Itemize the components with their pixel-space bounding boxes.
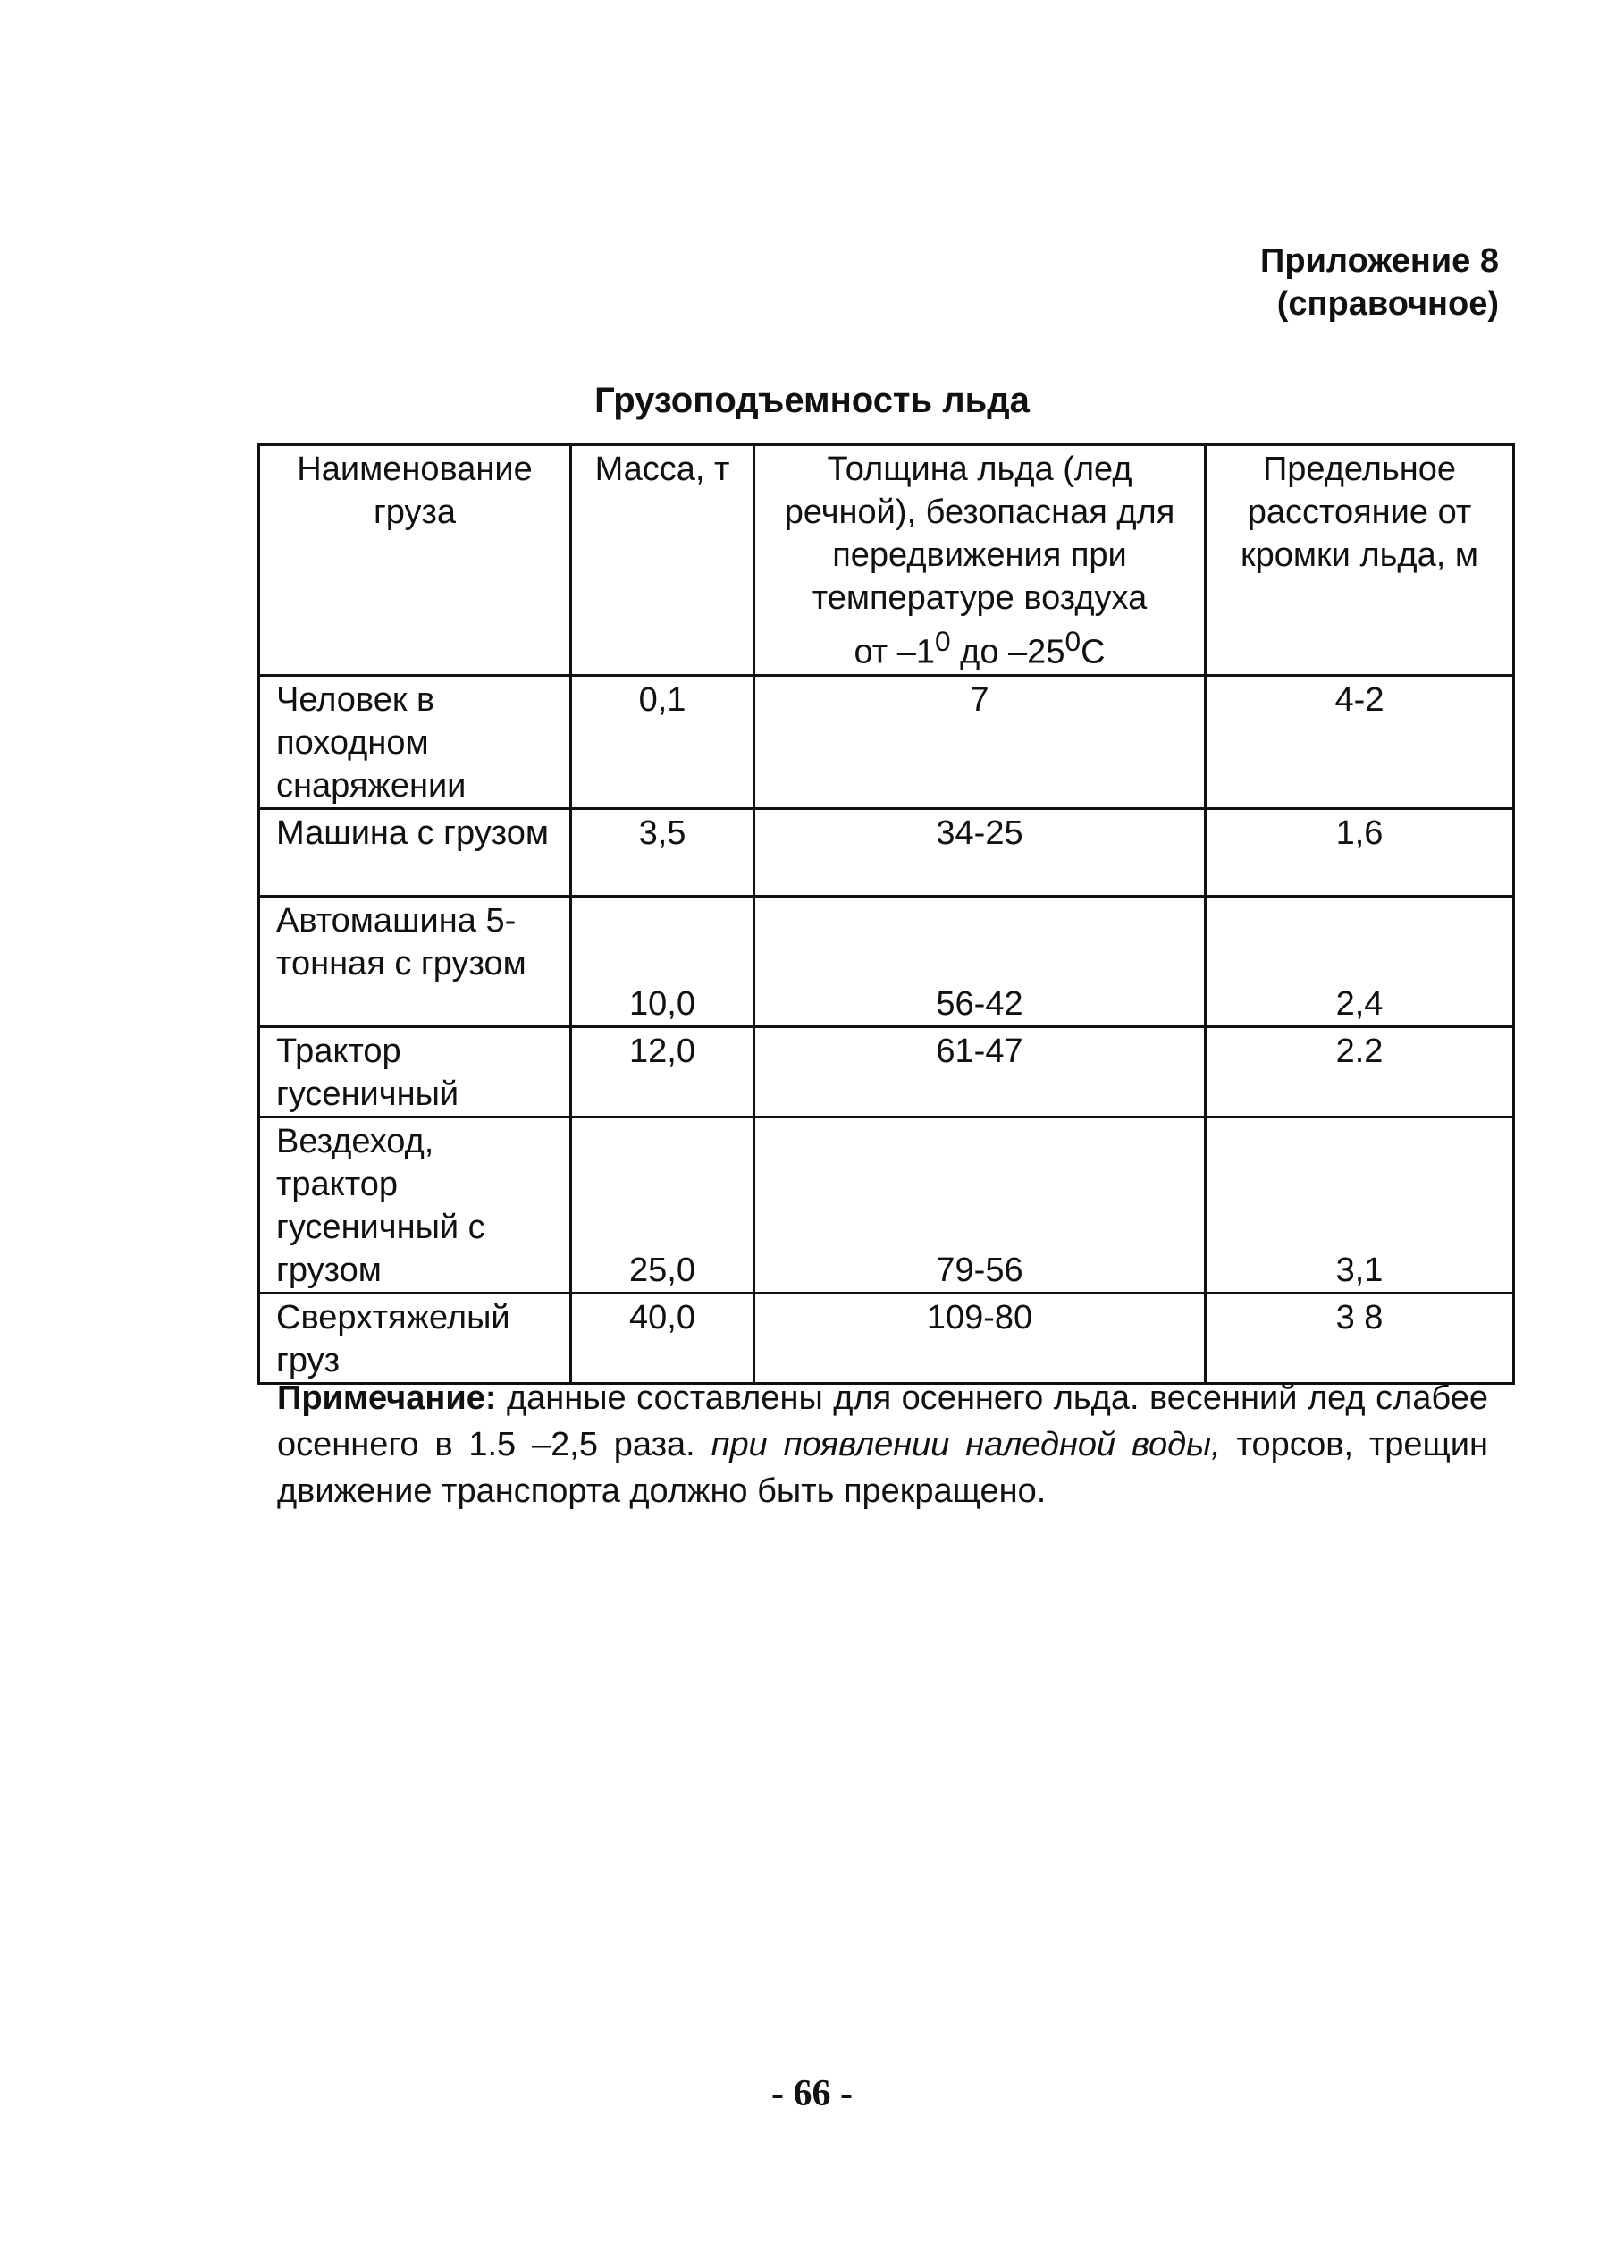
header-name: Наименование груза: [259, 445, 571, 676]
cell-name: Человек в походном снаряжении: [259, 675, 571, 808]
note-text-italic: при появлении наледной воды,: [711, 1426, 1221, 1463]
appendix-number: Приложение 8: [1260, 242, 1499, 280]
cell-thickness: 7: [754, 675, 1206, 808]
ice-capacity-table: [257, 443, 1515, 1385]
cell-mass: 0,1: [571, 675, 754, 808]
header-mass: Масса, т: [571, 445, 754, 676]
cell-mass: 40,0: [571, 1293, 754, 1383]
cell-mass: 3,5: [571, 808, 754, 896]
appendix-type: (справочное): [1276, 285, 1499, 323]
header-distance: Предельное расстояние от кромки льда, м: [1206, 445, 1514, 676]
cell-name: Машина с грузом: [259, 808, 571, 896]
cell-name: Автомашина 5-тонная с грузом: [259, 896, 571, 1026]
note-label: Примечание:: [277, 1379, 497, 1417]
header-thickness-text: Толщина льда (лед речной), безопасная для передвижения при температуре воздуха: [784, 451, 1175, 617]
cell-distance: 4-2: [1206, 675, 1514, 808]
cell-name: Вездеход, трактор гусеничный с грузом: [259, 1117, 571, 1293]
cell-mass: 25,0: [571, 1117, 754, 1293]
cell-thickness: 79-56: [754, 1117, 1206, 1293]
appendix-label: [1260, 240, 1499, 325]
note-text: данные составлены для осеннего льда. весенний лед слабее осеннего в 1.5 –2,5 раза.: [277, 1379, 1488, 1463]
page-number: - 66 -: [771, 2073, 853, 2114]
table-title: Грузоподъемность льда: [594, 381, 1030, 420]
cell-name: Сверхтяжелый груз: [259, 1293, 571, 1383]
table-row: [259, 896, 1514, 1026]
cell-distance: 1,6: [1206, 808, 1514, 896]
cell-name: Трактор гусеничный: [259, 1026, 571, 1117]
note-text-end: торсов, трещин движение транспорта должно быть прекращено.: [277, 1426, 1488, 1510]
header-thickness: Толщина льда (лед речной), безопасная для передвижения при температуре воздуха от $-1^0$ до $-25^0С$: [754, 445, 1206, 676]
table-row: [259, 675, 1514, 808]
cell-thickness: 61-47: [754, 1026, 1206, 1117]
table-row: [259, 1293, 1514, 1383]
table-row: [259, 1117, 1514, 1293]
cell-mass: 10,0: [571, 896, 754, 1026]
cell-distance: 2,4: [1206, 896, 1514, 1026]
cell-distance: 3 8: [1206, 1293, 1514, 1383]
cell-distance: 2.2: [1206, 1026, 1514, 1117]
table-row: [259, 1026, 1514, 1117]
cell-thickness: 56-42: [754, 896, 1206, 1026]
cell-distance: 3,1: [1206, 1117, 1514, 1293]
table-header-row: [259, 445, 1514, 676]
cell-thickness: 109-80: [754, 1293, 1206, 1383]
cell-mass: 12,0: [571, 1026, 754, 1117]
cell-thickness: 34-25: [754, 808, 1206, 896]
table-row: [259, 808, 1514, 896]
note-paragraph: [277, 1375, 1488, 1514]
